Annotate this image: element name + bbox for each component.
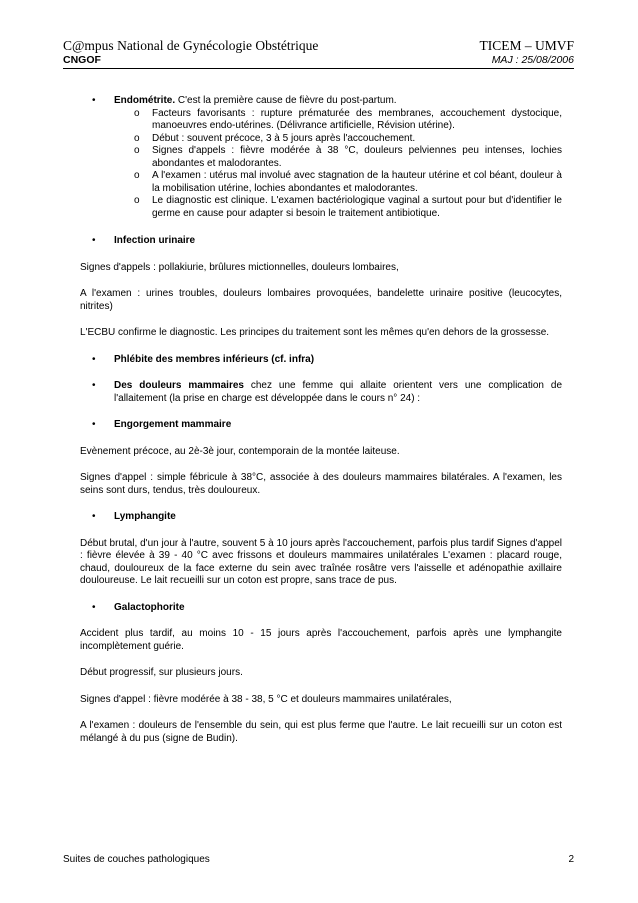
page-number: 2 (568, 854, 574, 865)
footer-course-title: Suites de couches pathologiques (63, 854, 210, 865)
bullet-endometrite (80, 95, 562, 108)
engorgement-para-2: Signes d'appel : simple fébricule à 38°C, associée à des douleurs mammaires bilatérales. A l'examen, les seins sont durs, tendus, très douloureux. (80, 472, 562, 496)
header-left-title: C@mpus National de Gynécologie Obstétrique (63, 38, 319, 53)
bullet-icon: • (92, 380, 96, 391)
sub-bullet-icon: o (134, 145, 140, 156)
bullet-icon: • (92, 95, 96, 106)
bullet-icon: • (92, 353, 96, 365)
bullet-infection-urinaire (80, 235, 562, 248)
bullet-icon: • (92, 419, 96, 430)
infection-para-examen: A l'examen : urines troubles, douleurs lombaires provoquées, bandelette urinaire positive (leucocytes, nitrites) (80, 288, 562, 312)
phlebite-title: Phlébite des membres inférieurs (cf. infra) (114, 353, 315, 365)
douleurs-text: chez une femme qui allaite orientent vers une complication de l'allaitement (la prise en charge est développée dans le cours n° 24) : (114, 380, 563, 404)
endometrite-intro: C'est la première cause de fièvre du post-partum. (175, 95, 397, 106)
header-update-date: MAJ : 25/08/2006 (491, 54, 574, 66)
page-content (80, 95, 562, 745)
sub-bullet-icon: o (134, 195, 140, 206)
endometrite-item: o Le diagnostic est clinique. L'examen bactériologique vaginal a surtout pour but d'identifier le germe en cause pour adapter si besoin le traitement antibiotique. (134, 195, 562, 219)
sub-bullet-icon: o (134, 107, 140, 119)
header-left-sub: CNGOF (63, 54, 101, 66)
galactophorite-title: Galactophorite (114, 601, 185, 613)
galactophorite-para-3: Signes d'appel : fièvre modérée à 38 - 38, 5 °C et douleurs mammaires unilatérales, (80, 693, 452, 705)
galactophorite-para-4: A l'examen : douleurs de l'ensemble du sein, qui est plus ferme que l'autre. Le lait recueilli sur un coton est mélangé à du pus (signe de Budin). (80, 720, 562, 744)
header-rule (63, 68, 574, 69)
douleurs-title: Des douleurs mammaires (114, 380, 244, 391)
lymphangite-para-1: Début brutal, d'un jour à l'autre, souvent 5 à 10 jours après l'accouchement, parfois plus tardif Signes d'appel : fièvre élevée à 39 - 40 °C avec frissons et douleurs mammaires unilatérales L'examen : placard rouge, chaud, douloureux de la face externe du sein avec traînée rosâtre vers l'aisselle et adénopathie axillaire douloureuse. Le lait recueilli sur un coton est propre, sans trace de pus. (80, 537, 562, 586)
bullet-lymphangite (80, 511, 562, 524)
bullet-phlebite (80, 354, 562, 367)
sub-bullet-icon: o (134, 132, 140, 144)
engorgement-para-1: Evènement précoce, au 2è-3è jour, contemporain de la montée laiteuse. (80, 445, 400, 457)
bullet-galactophorite (80, 602, 562, 615)
bullet-douleurs-mammaires (80, 380, 562, 405)
endometrite-item: o Facteurs favorisants : rupture prématurée des membranes, accouchement dystocique, manoeuvres endo-utérines. (Délivrance artificielle, Révision utérine). (134, 107, 562, 131)
galactophorite-para-1: Accident plus tardif, au moins 10 - 15 jours après l'accouchement, parfois après une lymphangite incomplètement guérie. (80, 628, 562, 652)
bullet-engorgement (80, 419, 562, 432)
bullet-icon: • (92, 511, 96, 522)
endometrite-title: Endométrite. (114, 95, 176, 106)
header-top-row (63, 38, 574, 54)
endometrite-item: o Début : souvent précoce, 3 à 5 jours après l'accouchement. (134, 132, 416, 144)
page-footer (63, 854, 574, 866)
endometrite-item: o A l'examen : utérus mal involué avec stagnation de la hauteur utérine et col béant, douleur à la mobilisation utérine, lochies abondantes et malodorantes. (134, 170, 562, 194)
header-right-title: TICEM – UMVF (479, 38, 574, 53)
infection-para-ecbu: L'ECBU confirme le diagnostic. Les principes du traitement sont les mêmes qu'en dehors de la grossesse. (80, 327, 550, 338)
infection-para-signes: Signes d'appels : pollakiurie, brûlures mictionnelles, douleurs lombaires, (80, 261, 399, 273)
bullet-icon: • (92, 601, 96, 613)
endometrite-item: o Signes d'appels : fièvre modérée à 38 °C, douleurs pelviennes peu intenses, lochies abondantes et malodorantes. (134, 145, 562, 169)
bullet-icon: • (92, 235, 96, 246)
engorgement-title: Engorgement mammaire (114, 419, 232, 430)
header-sub-row (63, 54, 574, 67)
lymphangite-title: Lymphangite (114, 511, 176, 522)
infection-title: Infection urinaire (114, 235, 196, 246)
galactophorite-para-2: Début progressif, sur plusieurs jours. (80, 667, 243, 678)
sub-bullet-icon: o (134, 170, 140, 181)
